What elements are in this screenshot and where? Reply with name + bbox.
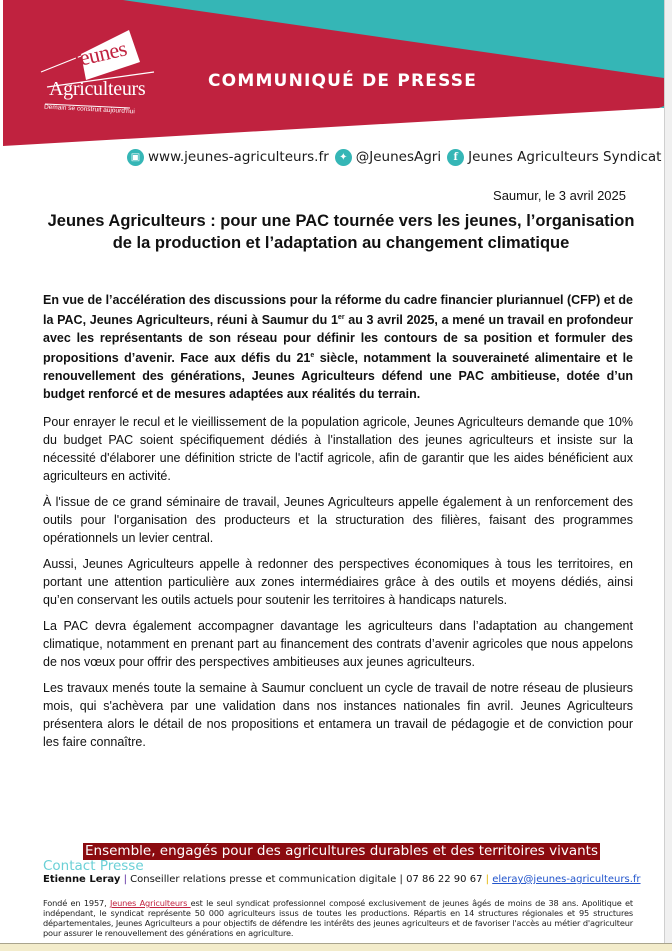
social-links: [127, 146, 667, 168]
logo-tagline: Demain se construit aujourd'hui: [43, 103, 135, 116]
separator: |: [399, 874, 403, 885]
bottom-bar: [0, 943, 672, 951]
facebook-page[interactable]: Jeunes Agriculteurs Syndicat: [468, 149, 662, 165]
about-org-link[interactable]: Jeunes Agriculteurs: [109, 898, 191, 908]
about-text: [43, 898, 633, 938]
twitter-handle[interactable]: @JeunesAgri: [355, 149, 442, 165]
headline: Jeunes Agriculteurs : pour une PAC tournée vers les jeunes, l’organisation de la production et l’adaptation au changement climatique: [47, 212, 635, 252]
logo-text-agriculteurs: Agriculteurs: [49, 78, 146, 100]
logo-text-jeunes: Jeunes: [69, 35, 129, 73]
contact-details: [43, 874, 641, 885]
paragraph: À l'issue de ce grand séminaire de travail, Jeunes Agriculteurs appelle également à un renforcement des outils pour l'organisation des producteurs et la structuration des filières, faisant des programmes opérationnels un levier central.: [43, 495, 633, 545]
social-website[interactable]: [127, 149, 329, 166]
separator: |: [123, 874, 127, 885]
paragraph: Les travaux menés toute la semaine à Saumur concluent un cycle de travail de notre réseau de plusieurs mois, qui s'achèvera par une validation dans nos instances nationales fin avril. Jeunes Agriculteurs présentera alors le détail de nos propositions et entamera un travail de pédagogie et de conviction pour les faire connaître.: [43, 681, 633, 749]
press-date: Saumur, le 3 avril 2025: [493, 188, 626, 203]
page-title: COMMUNIQUÉ DE PRESSE: [208, 71, 478, 91]
contact-role: Conseiller relations presse et communication digitale: [130, 874, 397, 885]
document-page: [3, 0, 665, 944]
about-body: est le seul syndicat professionnel composé exclusivement de jeunes âgés de moins de 38 ans. Apolitique et indépendant, le syndicat représente 50 000 agriculteurs issus de toutes les productions. Répartis en 14 structures régionales et 95 structures départementales, Jeunes Agriculteurs a pour objectifs de défendre les intérêts des jeunes agriculteurs et de favoriser l'accès au métier d'agriculteur pour assurer le renouvellement des générations en agriculture.: [43, 898, 633, 938]
logo: [39, 35, 169, 120]
twitter-icon: ✦: [335, 149, 352, 166]
social-twitter[interactable]: [335, 149, 441, 166]
paragraph: Pour enrayer le recul et le vieillissement de la population agricole, Jeunes Agriculteurs demande que 10% du budget PAC soient spécifiquement dédiés à l'installation des jeunes agriculteurs et insiste sur la nécessité d'élaborer une définition stricte de l'actif agricole, afin de garantir que les aides bénéficient aux agriculteurs en activité.: [43, 415, 633, 483]
lead-text-3: siècle, notamment la souveraineté alimentaire et le renouvellement des générations, Jeunes Agriculteurs défend une PAC ambitieuse, dotée d’un budget renforcé et de mesures adaptées aux réalités du terrain.: [43, 351, 633, 401]
contact-phone: 07 86 22 90 67: [406, 874, 483, 885]
header-banner: [3, 0, 664, 150]
slogan-banner: Ensemble, engagés pour des agricultures durables et des territoires vivants: [85, 843, 598, 859]
social-facebook[interactable]: [447, 149, 661, 166]
article-body: [43, 291, 633, 759]
lead-text-1: En vue de l’accélération des discussions pour la réforme du cadre financier pluriannuel (CFP) et de la PAC, Jeunes Agriculteurs, réuni à Saumur du 1: [43, 293, 633, 327]
contact-title: Contact Presse: [43, 858, 144, 874]
lead-sup-2: e: [310, 352, 315, 359]
web-icon: ▣: [127, 149, 144, 166]
paragraph: La PAC devra également accompagner davantage les agriculteurs dans l’adaptation au changement climatique, notamment en prenant part au financement des contrats d’avenir agricoles que nous appelons de nos vœux pour offrir des perspectives ambitieuses aux jeunes agriculteurs.: [43, 619, 633, 669]
lead-sup-1: er: [337, 314, 345, 321]
website-link[interactable]: www.jeunes-agriculteurs.fr: [148, 149, 329, 165]
facebook-icon: f: [447, 149, 464, 166]
lead-paragraph: [43, 291, 633, 403]
lead-text-2: au 3 avril 2025, a mené un travail en profondeur avec les représentants de son réseau pour définir les contours de sa position et formuler des propositions d’avenir. Face aux défis du 21: [43, 313, 633, 365]
about-prefix: Fondé en 1957,: [43, 898, 110, 908]
paragraph: Aussi, Jeunes Agriculteurs appelle à redonner des perspectives économiques à tous les territoires, en portant une attention particulière aux zones intermédiaires grâce à des outils et moyens dédiés, ainsi qu’en conservant les outils actuels pour soutenir les territoires à handicaps naturels.: [43, 557, 633, 607]
scrollbar[interactable]: [664, 0, 672, 951]
contact-name: Etienne Leray: [43, 874, 121, 885]
contact-email-link[interactable]: eleray@jeunes-agriculteurs.fr: [492, 874, 641, 885]
separator: |: [485, 874, 489, 885]
